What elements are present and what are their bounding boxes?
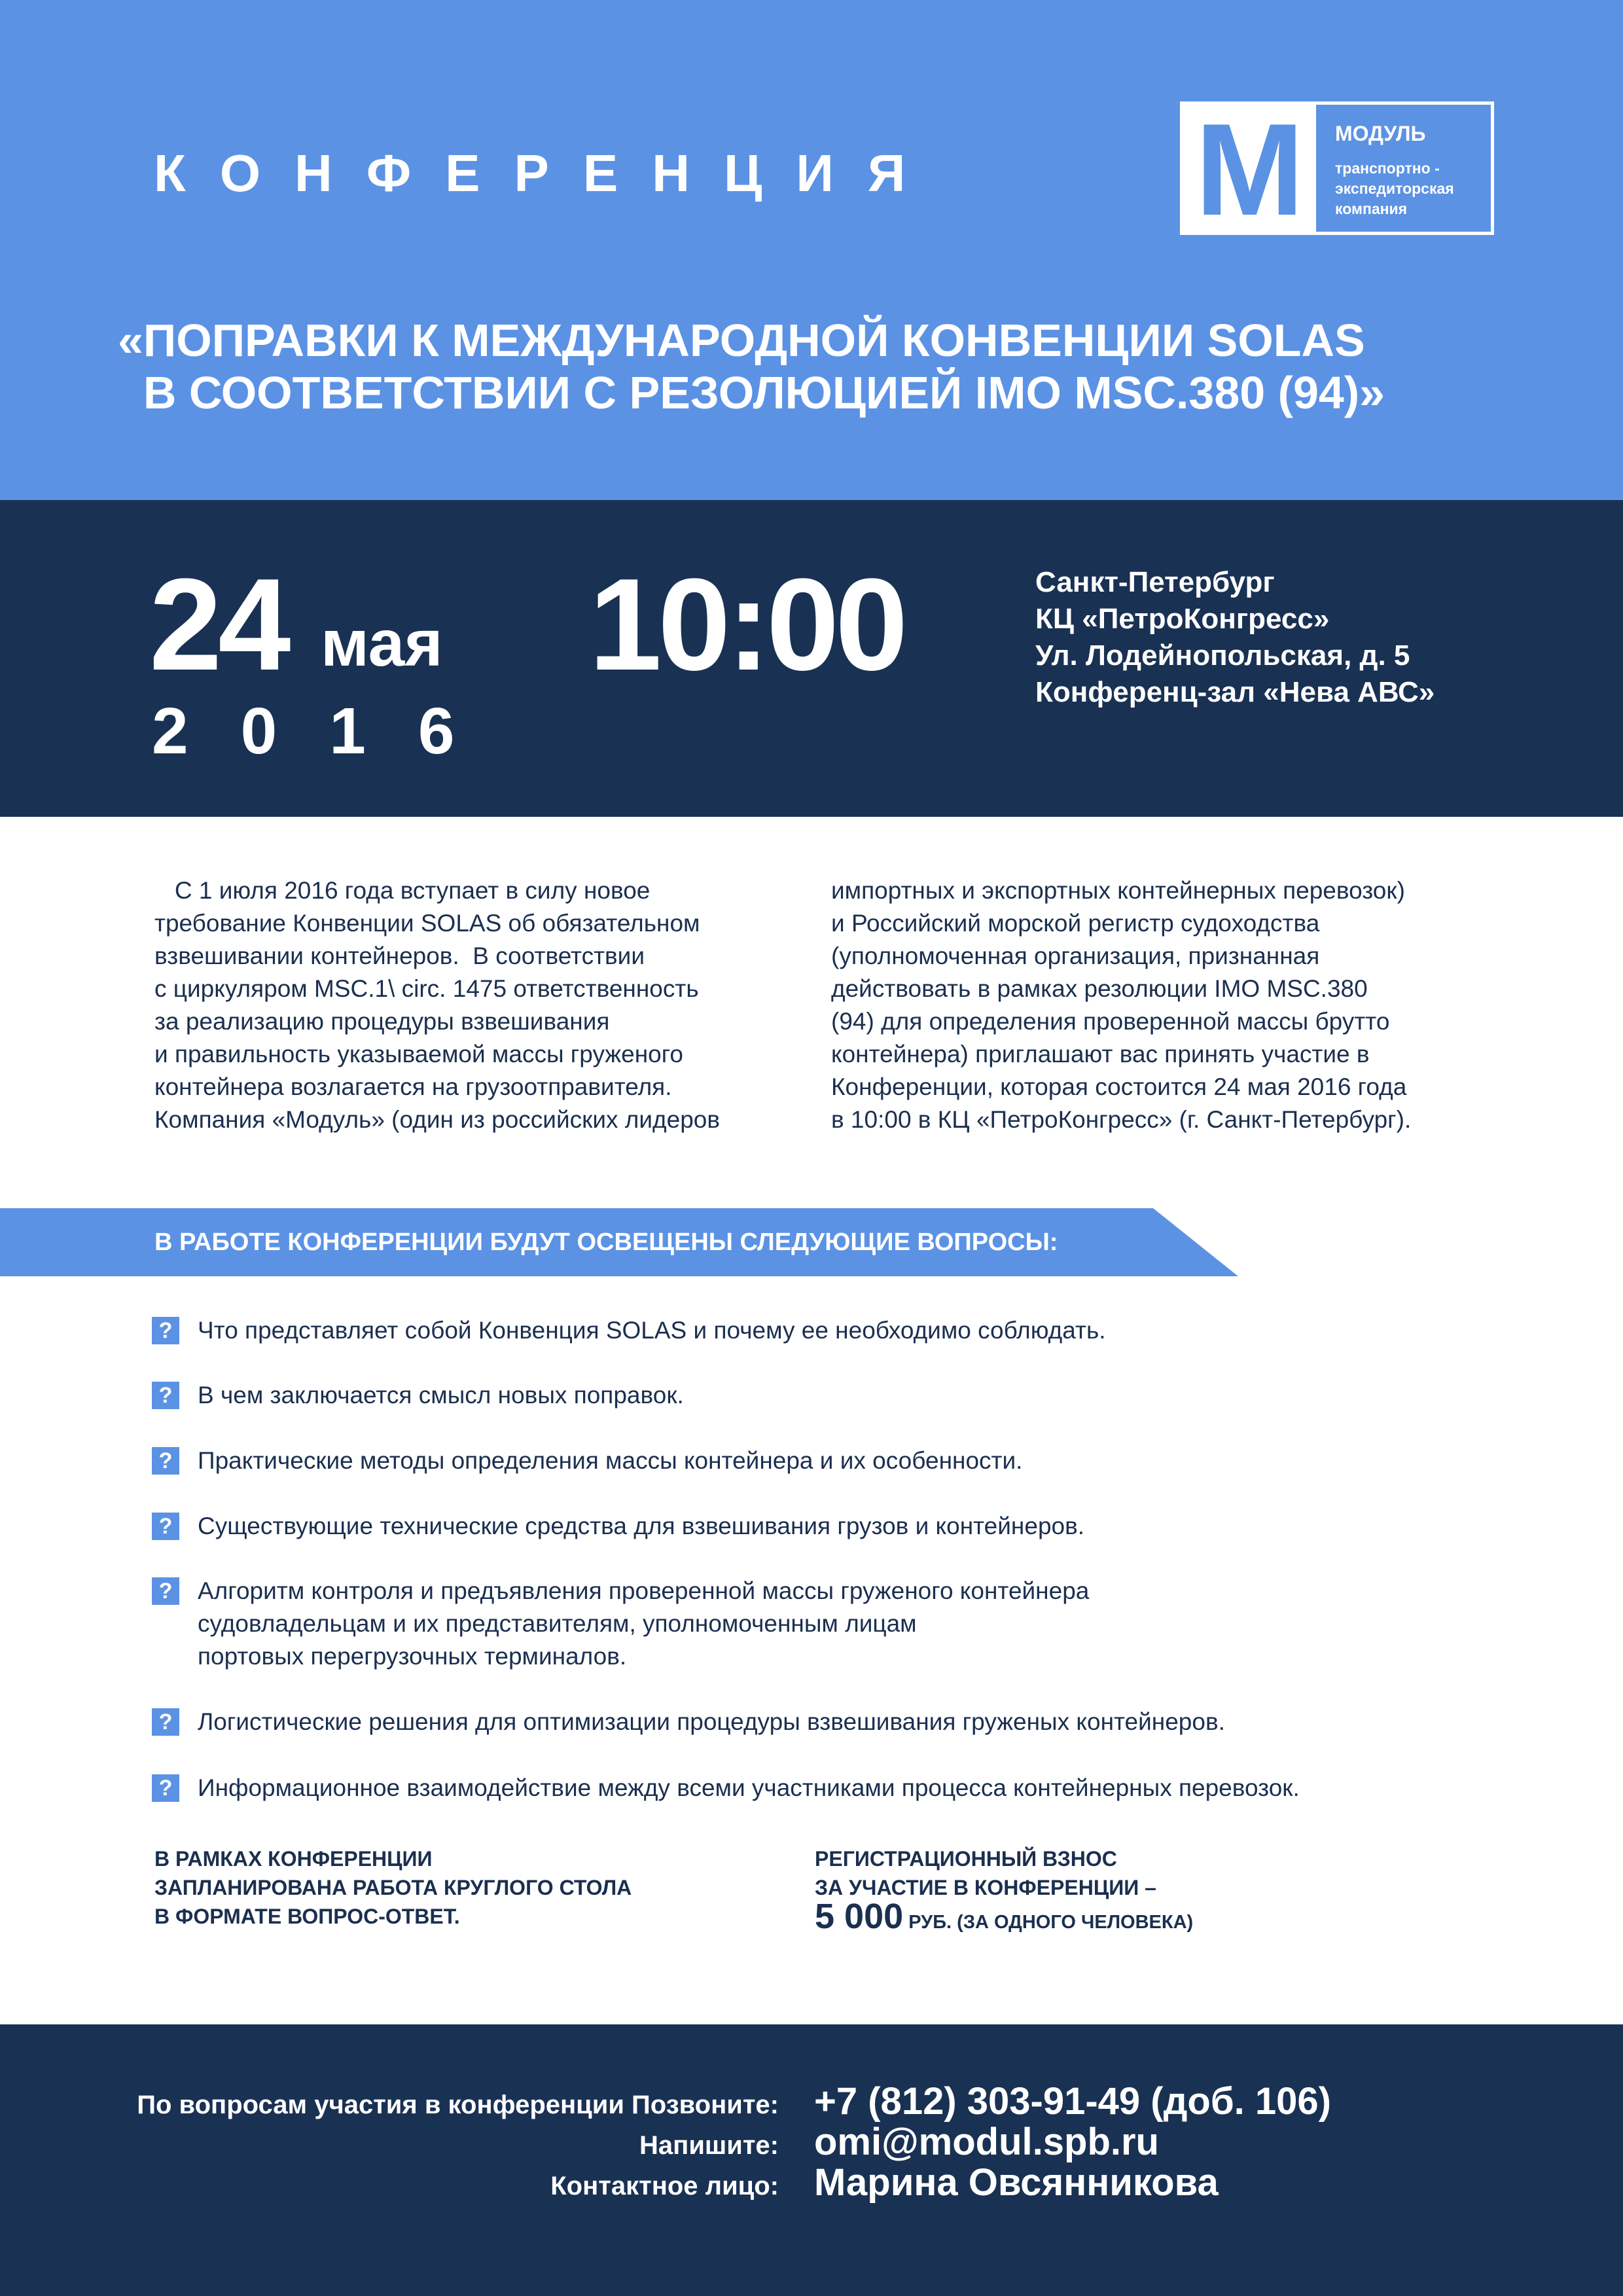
contact-phone[interactable]: +7 (812) 303-91-49 (доб. 106) — [814, 2080, 1331, 2123]
intro-line: Конференции, которая состоится 24 мая 2016 года — [831, 1073, 1407, 1100]
question-mark-icon: ? — [152, 1447, 179, 1475]
event-month: мая — [321, 607, 443, 680]
event-day: 24 — [149, 552, 287, 698]
intro-line: действовать в рамках резолюции IMO MSC.380 — [831, 975, 1368, 1002]
logo-mark — [1183, 97, 1316, 243]
question-mark-icon: ? — [152, 1513, 179, 1540]
intro-line: С 1 июля 2016 года вступает в силу новое — [154, 877, 651, 904]
intro-line: (94) для определения проверенной массы брутто — [831, 1008, 1390, 1035]
question-mark-icon: ? — [152, 1708, 179, 1736]
write-label: Напишите: — [639, 2131, 779, 2160]
question-mark-icon: ? — [152, 1317, 179, 1344]
question-text: Практические методы определения массы контейнера и их особенности. — [198, 1447, 1023, 1474]
question-text: Что представляет собой Конвенция SOLAS и почему ее необходимо соблюдать. — [198, 1317, 1106, 1344]
round-table-line: В ФОРМАТЕ ВОПРОС-ОТВЕТ. — [154, 1905, 460, 1928]
registration-fee — [815, 1844, 1193, 1937]
contacts-footer — [0, 2024, 1623, 2296]
question-text: Логистические решения для оптимизации процедуры взвешивания груженых контейнеров. — [198, 1708, 1225, 1735]
questions-banner — [0, 1208, 1238, 1276]
header-band — [0, 0, 1623, 500]
round-table-line: В РАМКАХ КОНФЕРЕНЦИИ — [154, 1847, 433, 1871]
event-year: 2016 — [152, 694, 507, 768]
question-text: Информационное взаимодействие между всеми участниками процесса контейнерных перевозок. — [198, 1774, 1300, 1801]
question-mark-icon: ? — [152, 1577, 179, 1605]
conference-title: «ПОПРАВКИ К МЕЖДУНАРОДНОЙ КОНВЕНЦИИ SOLAS В СООТВЕТСТВИИ С РЕЗОЛЮЦИЕЙ IMO MSC.380 (94)» — [118, 315, 1385, 418]
intro-column-left — [154, 874, 815, 1136]
fee-note: РУБ. (ЗА ОДНОГО ЧЕЛОВЕКА) — [903, 1912, 1194, 1933]
contact-email[interactable]: omi@modul.spb.ru — [814, 2121, 1159, 2163]
intro-line: в 10:00 в КЦ «ПетроКонгресс» (г. Санкт-Петербург). — [831, 1106, 1412, 1133]
company-logo — [1180, 97, 1494, 243]
question-text: Существующие технические средства для взвешивания грузов и контейнеров. — [198, 1513, 1085, 1539]
conference-kicker: КОНФЕРЕНЦИЯ — [154, 144, 940, 202]
logo-company-name: МОДУЛЬ — [1335, 122, 1426, 145]
questions-heading: В РАБОТЕ КОНФЕРЕНЦИИ БУДУТ ОСВЕЩЕНЫ СЛЕДУЮЩИЕ ВОПРОСЫ: — [154, 1229, 1058, 1256]
logo-company-description: транспортно - экспедиторская компания — [1335, 160, 1454, 217]
question-text: Алгоритм контроля и предъявления проверенной массы груженого контейнера судовладельцам и их представителям, уполномоченным лицам портовых перегрузочных терминалов. — [198, 1577, 1090, 1670]
venue-city: Санкт-Петербург — [1035, 566, 1275, 598]
event-time: 10:00 — [589, 552, 904, 698]
fee-price — [815, 1897, 1194, 1937]
round-table-line: ЗАПЛАНИРОВАНА РАБОТА КРУГЛОГО СТОЛА — [154, 1876, 632, 1899]
fee-line: РЕГИСТРАЦИОННЫЙ ВЗНОС — [815, 1847, 1117, 1871]
intro-line: импортных и экспортных контейнерных перевозок) — [831, 877, 1405, 904]
intro-line: и правильность указываемой массы груженого — [154, 1041, 683, 1067]
intro-line: с циркуляром MSC.1\ circ. 1475 ответственность — [154, 975, 699, 1002]
venue-address: Ул. Лодейнопольская, д. 5 — [1035, 639, 1410, 672]
intro-line: контейнера) приглашают вас принять участие в — [831, 1041, 1370, 1067]
round-table-note — [154, 1844, 632, 1931]
intro-column-right — [831, 874, 1492, 1136]
intro-line: (уполномоченная организация, признанная — [831, 942, 1320, 969]
intro-line: за реализацию процедуры взвешивания — [154, 1008, 610, 1035]
call-label: По вопросам участия в конференции Позвоните: — [137, 2090, 779, 2119]
question-text: В чем заключается смысл новых поправок. — [198, 1382, 684, 1408]
question-mark-icon: ? — [152, 1382, 179, 1409]
venue-hall: Конференц-зал «Нева АВС» — [1035, 676, 1435, 708]
question-mark-icon: ? — [152, 1774, 179, 1802]
fee-line: ЗА УЧАСТИЕ В КОНФЕРЕНЦИИ – — [815, 1876, 1156, 1899]
contact-person-label: Контактное лицо: — [550, 2172, 779, 2200]
intro-line: требование Конвенции SOLAS об обязательном — [154, 910, 700, 937]
fee-amount: 5 000 — [815, 1897, 904, 1936]
venue-center: КЦ «ПетроКонгресс» — [1035, 603, 1330, 635]
logo-letter: M — [1195, 97, 1304, 243]
intro-line: и Российский морской регистр судоходства — [831, 910, 1320, 937]
contact-person: Марина Овсянникова — [814, 2161, 1219, 2204]
intro-line: Компания «Модуль» (один из российских лидеров — [154, 1106, 721, 1133]
event-venue — [1035, 564, 1559, 711]
intro-line: взвешивании контейнеров. В соответствии — [154, 942, 645, 969]
intro-line: контейнера возлагается на грузоотправителя. — [154, 1073, 672, 1100]
